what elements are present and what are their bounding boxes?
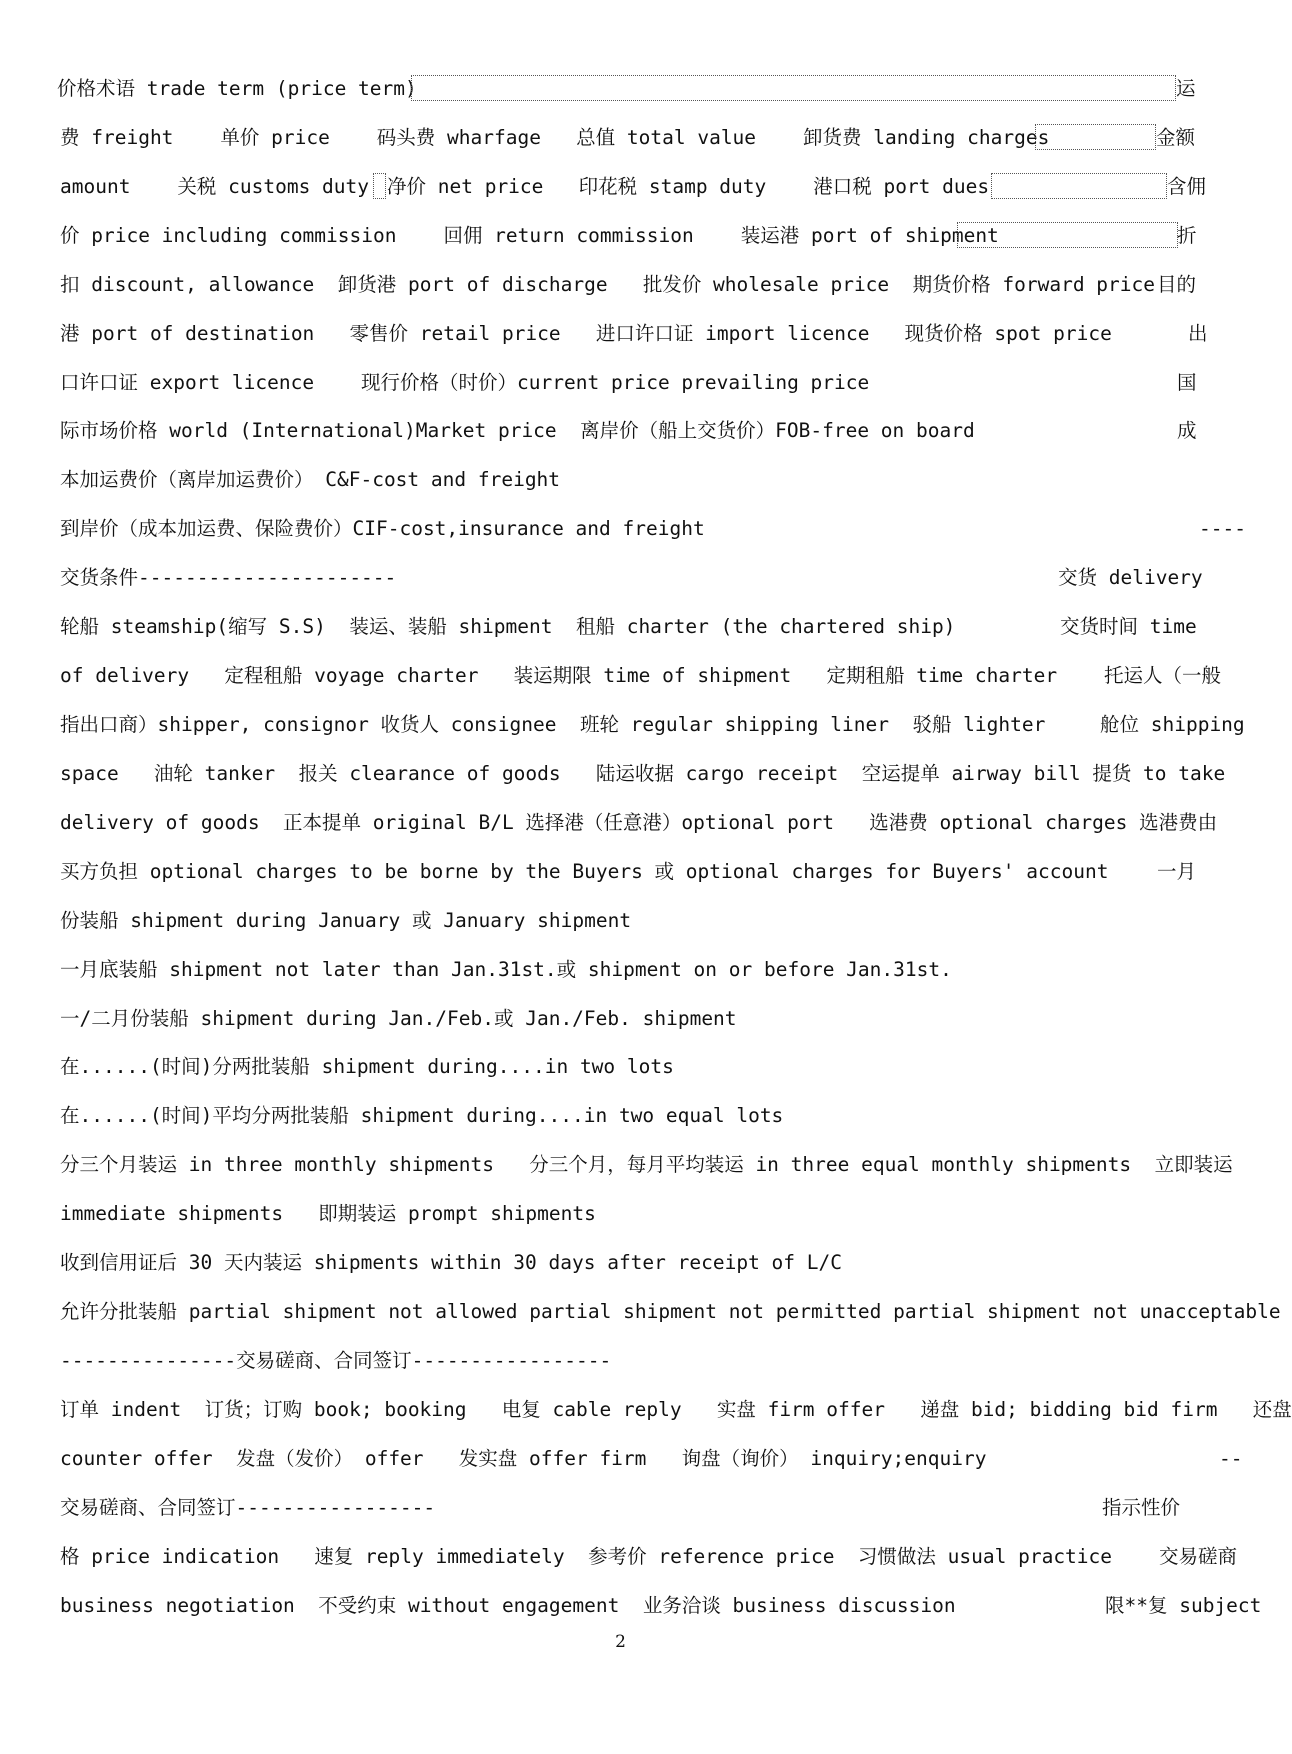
text-line: 份装船 shipment during January 或 January shipment [60, 909, 632, 932]
text-line: 港 port of destination 零售价 retail price 进口许口证 import licence 现货价格 spot price [60, 322, 1112, 345]
text-line: 到岸价（成本加运费、保险费价）CIF-cost,insurance and freight [60, 517, 705, 540]
text-line: ---------------交易磋商、合同签订----------------- [60, 1349, 612, 1372]
text-line: 价格术语 trade term (price term) [57, 77, 417, 100]
text-line: counter offer 发盘（发价） offer 发实盘 offer firm 询盘（询价） inquiry;enquiry [60, 1447, 987, 1470]
text-line: 允许分批装船 partial shipment not allowed partial shipment not permitted partial shipment not unacceptable [60, 1300, 1281, 1323]
blank-box-1 [411, 75, 1176, 101]
text-line: 国 [1177, 371, 1197, 394]
text-line: 含佣 [1167, 175, 1207, 198]
text-line: 在......(时间)平均分两批装船 shipment during....in two equal lots [60, 1104, 784, 1127]
text-line: 扣 discount, allowance 卸货港 port of discharge 批发价 wholesale price 期货价格 forward price [60, 273, 1155, 296]
text-line: 折 [1177, 224, 1197, 247]
text-line: 交货条件---------------------- [60, 566, 397, 589]
text-line: 轮船 steamship(缩写 S.S) 装运、装船 shipment 租船 charter (the chartered ship) [60, 615, 956, 638]
text-line: 净价 net price 印花税 stamp duty 港口税 port dues [387, 175, 990, 198]
text-line: 目的 [1157, 273, 1197, 296]
text-line: 出 [1188, 322, 1208, 345]
text-line: 指示性价 [1102, 1496, 1181, 1519]
text-line: delivery of goods 正本提单 original B/L 选择港（任意港）optional port 选港费 optional charges 选港费由 [60, 811, 1218, 834]
text-line: 交货 delivery [1058, 566, 1203, 589]
text-line: -- [1219, 1447, 1243, 1470]
text-line: space 油轮 tanker 报关 clearance of goods 陆运收据 cargo receipt 空运提单 airway bill 提货 to take [60, 762, 1226, 785]
text-line: ---- [1199, 517, 1246, 540]
text-line: 运 [1176, 77, 1196, 100]
blank-box-2 [1035, 124, 1156, 150]
text-line: business negotiation 不受约束 without engagement 业务洽谈 business discussion [60, 1594, 956, 1617]
blank-box-3 [373, 173, 386, 199]
text-line: 交货时间 time [1060, 615, 1197, 638]
text-line: 本加运费价（离岸加运费价） C&F-cost and freight [60, 468, 561, 491]
blank-box-5 [957, 222, 1178, 248]
text-line: of delivery 定程租船 voyage charter 装运期限 time of shipment 定期租船 time charter 托运人（一般 [60, 664, 1222, 687]
text-line: 价 price including commission 回佣 return commission 装运港 port of shipment [60, 224, 999, 247]
text-line: 一月 [1157, 860, 1197, 883]
text-line: 金额 [1156, 126, 1196, 149]
text-line: 限**复 subject [1105, 1594, 1262, 1617]
text-line: 成 [1177, 419, 1197, 442]
text-line: 一月底装船 shipment not later than Jan.31st.或 shipment on or before Jan.31st. [60, 958, 952, 981]
text-line: 分三个月装运 in three monthly shipments 分三个月，每月平均装运 in three equal monthly shipments 立即装运 [60, 1153, 1233, 1176]
blank-box-4 [991, 173, 1167, 199]
text-line: 在......(时间)分两批装船 shipment during....in two lots [60, 1055, 674, 1078]
text-line: 一/二月份装船 shipment during Jan./Feb.或 Jan./Feb. shipment [60, 1007, 737, 1030]
text-line: immediate shipments 即期装运 prompt shipments [60, 1202, 596, 1225]
text-line: 舱位 shipping [1100, 713, 1245, 736]
text-line: 际市场价格 world (International)Market price 离岸价（船上交货价）FOB-free on board [60, 419, 975, 442]
text-line: 交易磋商、合同签订----------------- [60, 1496, 436, 1519]
page-number: 2 [615, 1632, 626, 1652]
text-line: 买方负担 optional charges to be borne by the Buyers 或 optional charges for Buyers' account [60, 860, 1109, 883]
text-line: amount 关税 customs duty [60, 175, 370, 198]
text-line: 格 price indication 速复 reply immediately 参考价 reference price 习惯做法 usual practice 交易磋商 [60, 1545, 1237, 1568]
text-line: 口许口证 export licence 现行价格（时价）current price prevailing price [60, 371, 870, 394]
text-line: 指出口商）shipper, consignor 收货人 consignee 班轮 regular shipping liner 驳船 lighter [60, 713, 1046, 736]
text-line: 订单 indent 订货；订购 book; booking 电复 cable reply 实盘 firm offer 递盘 bid; bidding bid firm 还盘 [60, 1398, 1292, 1421]
text-line: 费 freight 单价 price 码头费 wharfage 总值 total value 卸货费 landing charges [60, 126, 1050, 149]
text-line: 收到信用证后 30 天内装运 shipments within 30 days after receipt of L/C [60, 1251, 842, 1274]
